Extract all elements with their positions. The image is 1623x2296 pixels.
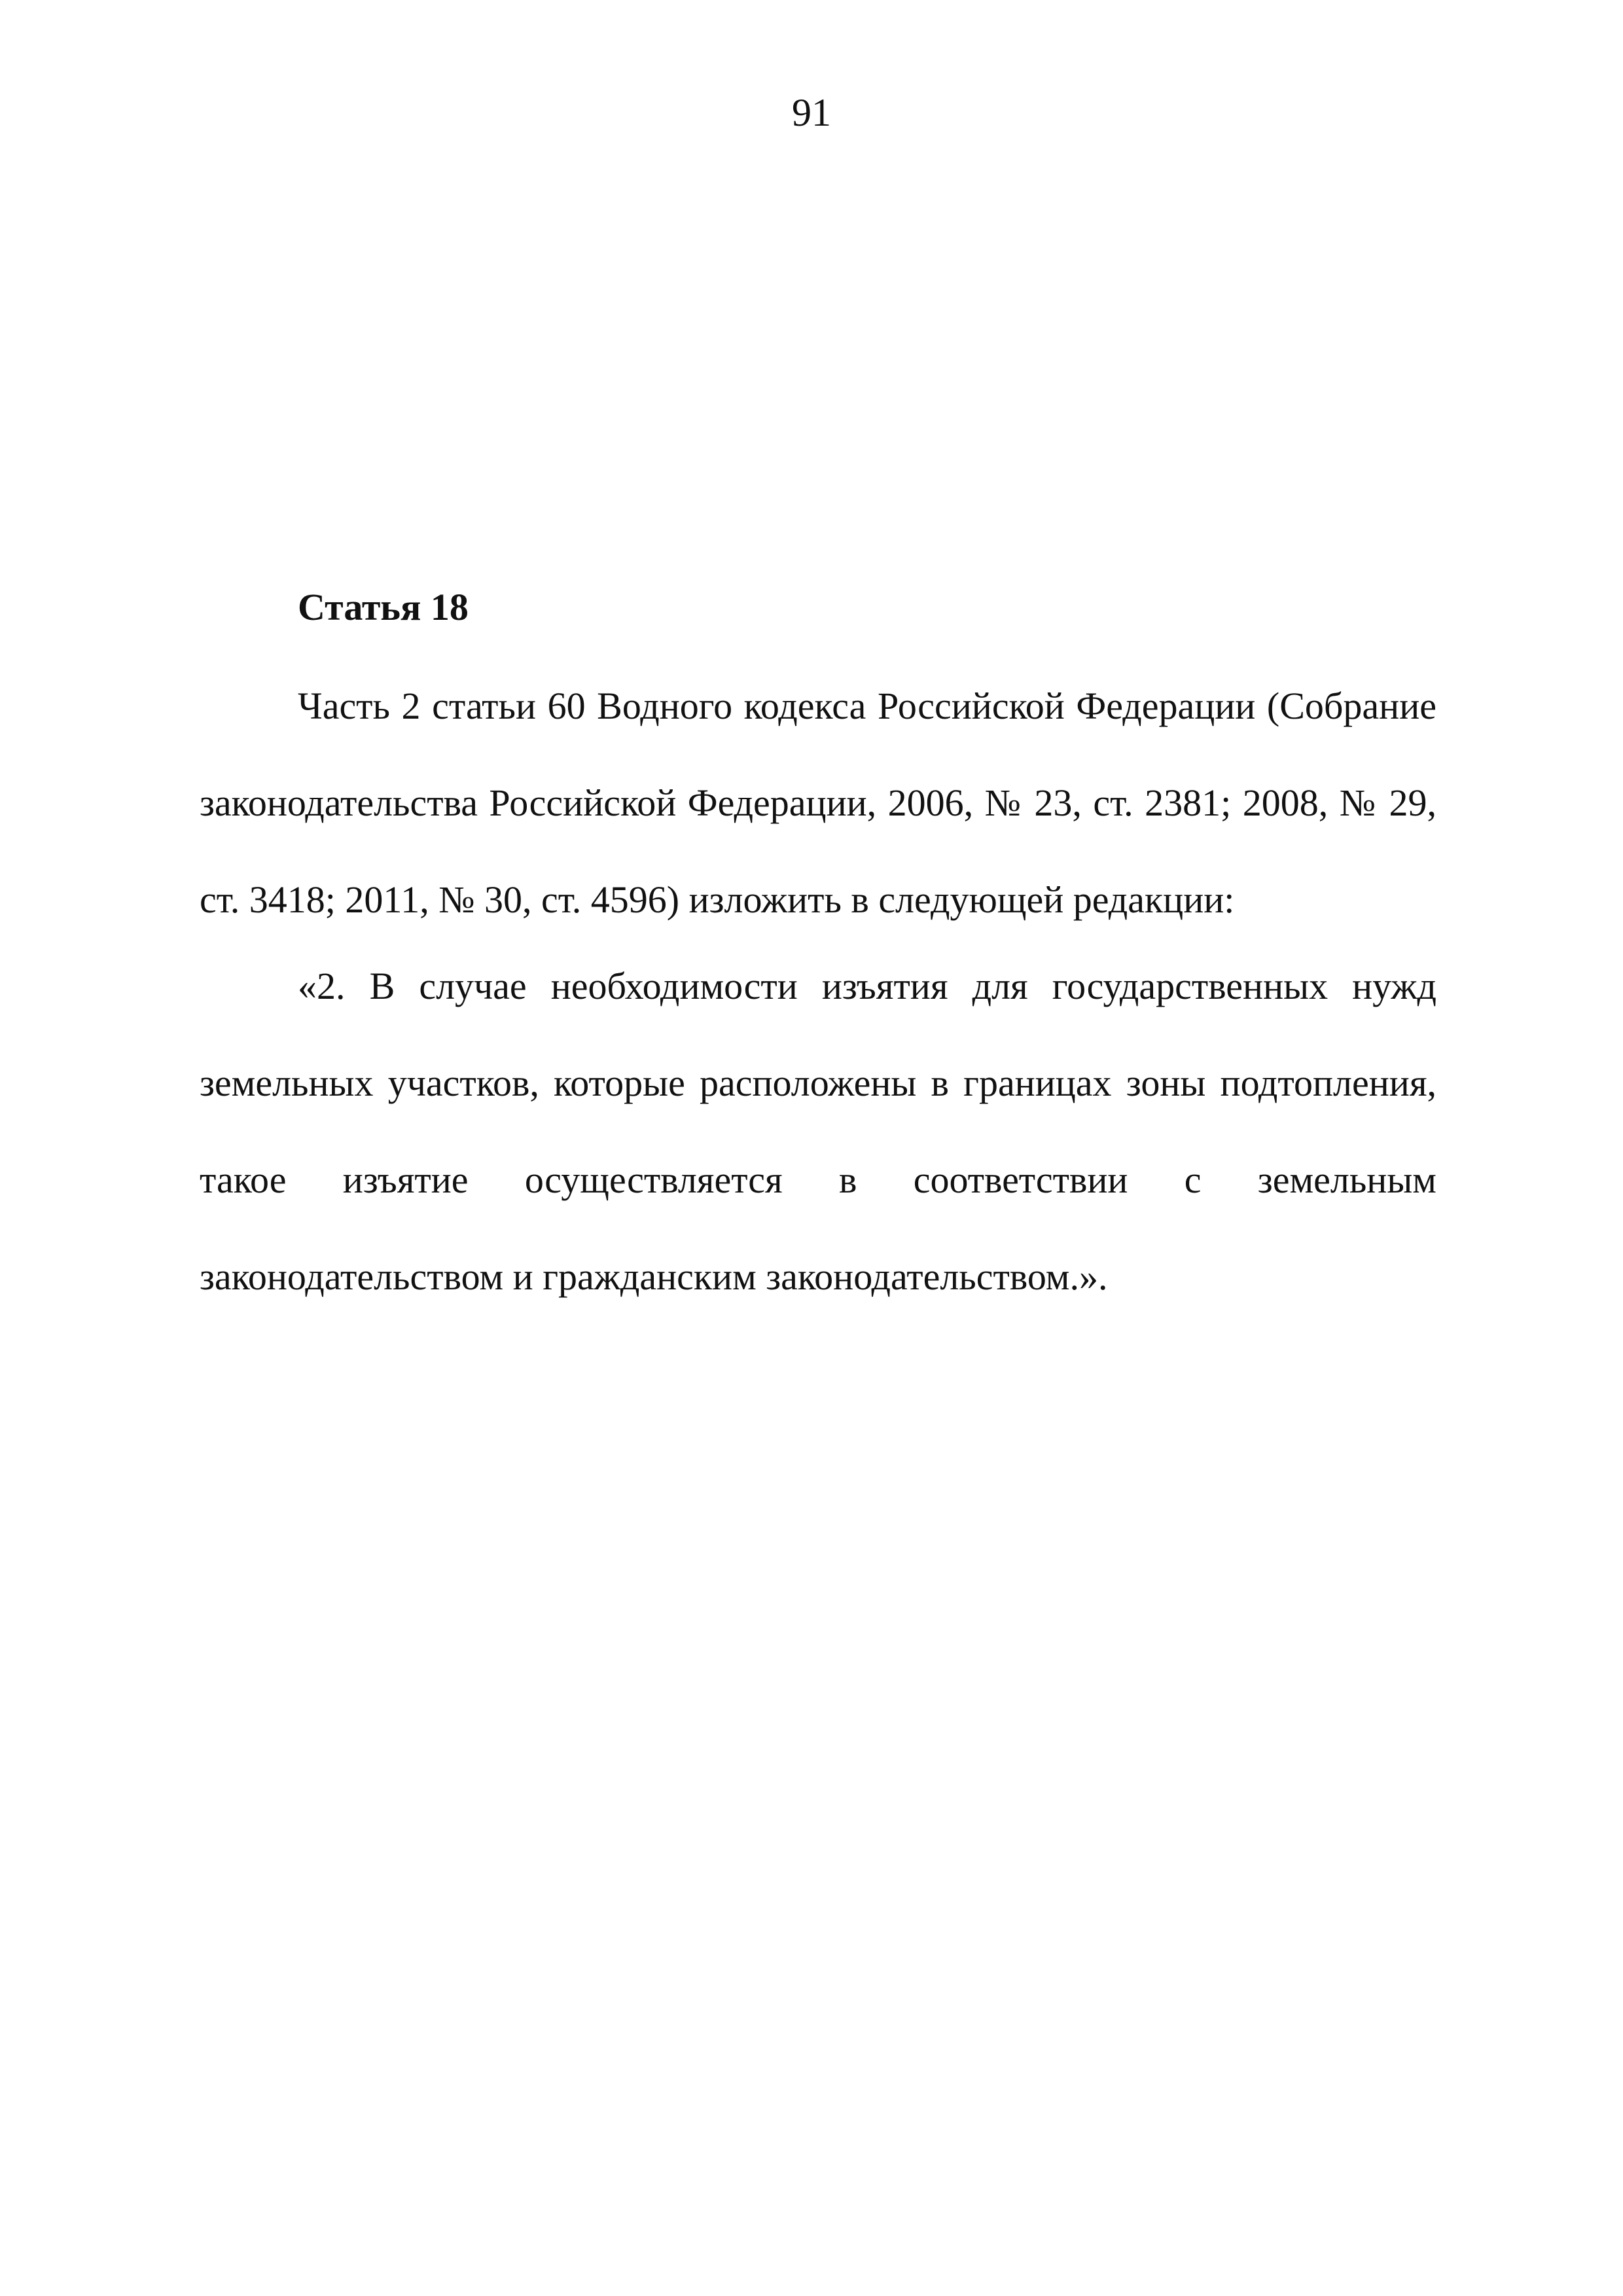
page-number: 91	[792, 91, 831, 134]
article-paragraph-1: Часть 2 статьи 60 Водного кодекса Российской Федерации (Собрание законодательства Российской Федерации, 2006, № 23, ст. 2381; 2008, № 29, ст. 3418; 2011, № 30, ст. 4596) изложить в следующей редакции:	[200, 685, 1436, 921]
article-heading: Статья 18	[298, 586, 469, 628]
article-paragraph-2: «2. В случае необходимости изъятия для государственных нужд земельных участков, которые расположены в границах зоны подтопления, такое изъятие осуществляется в соответствии с земельным законодательством и гражданским законодательством.».	[200, 965, 1436, 1298]
